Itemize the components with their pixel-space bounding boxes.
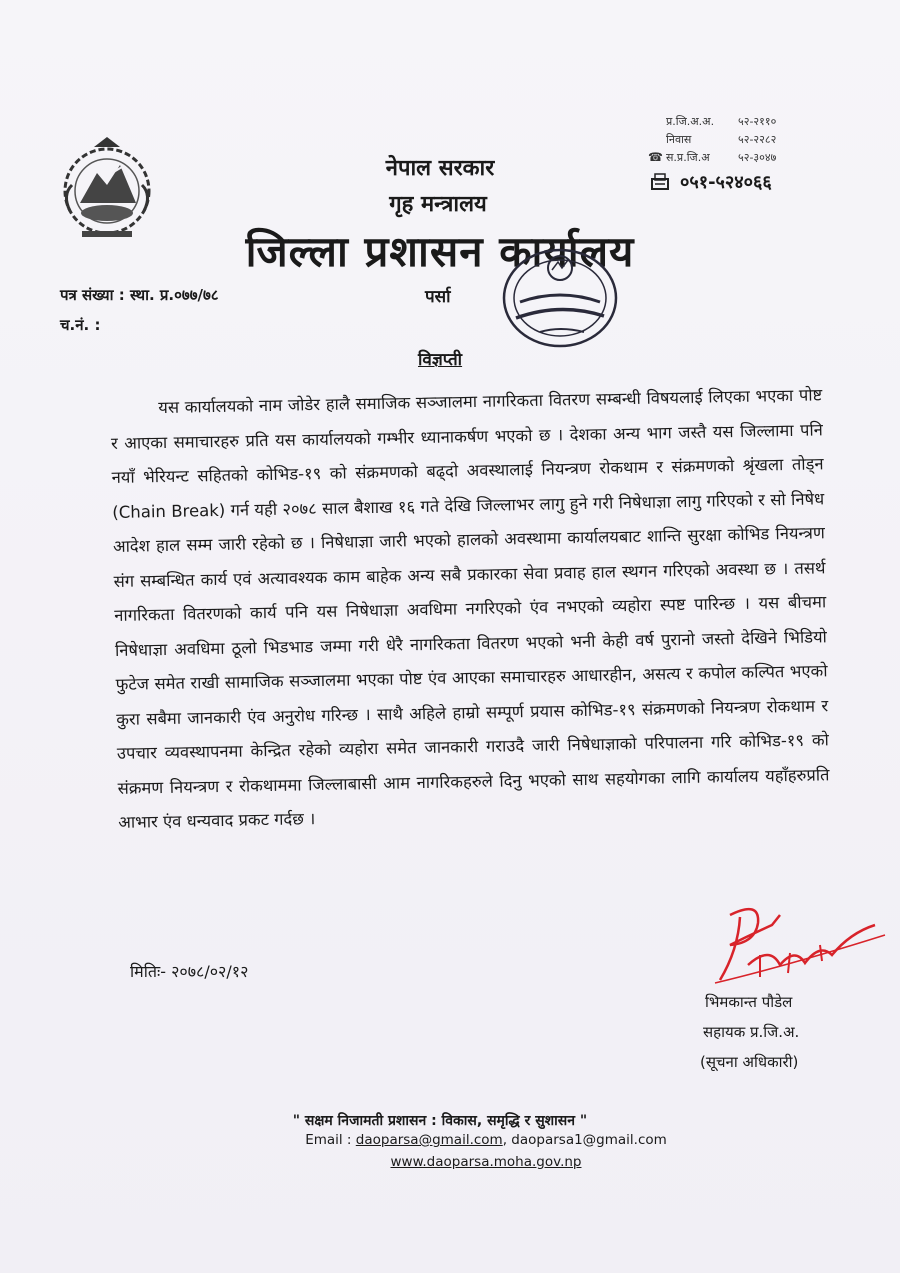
footer-slogan: " सक्षम निजामती प्रशासन : विकास, समृद्धि र सुशासन ": [292, 1113, 588, 1129]
notice-body: यस कार्यालयको नाम जोडेर हालै समाजिक सञ्जालमा नागरिकता वितरण सम्बन्धी विषयलाई लिएका भएका पोष्ट र आएका समाचारहरु प्रति यस कार्यालयको गम्भीर ध्यानाकर्षण भएको छ । देशका अन्य भाग जस्तै यस जिल्लामा पनि नयाँ भेरियन्ट सहितको कोभिड-१९ को संक्रमणको बढ्दो अवस्थालाई नियन्त्रण रोकथाम र संक्रमणको श्रृंखला तोड्न (Chain Break) गर्न यही २०७८ साल बैशाख १६ गते देखि जिल्लाभर लागु हुने गरी निषेधाज्ञा लागु गरिएको र सो निषेध आदेश हाल सम्म जारी रहेको छ । निषेधाज्ञा जारी भएको हालको अवस्थामा कार्यालयबाट शान्ति सुरक्षा कोभिड नियन्त्रण संग सम्बन्धित कार्य एवं अत्यावश्यक काम बाहेक अन्य सबै प्रकारका सेवा प्रवाह हाल स्थगन गरिएको अवस्था छ । तसर्थ नागरिकता वितरणको कार्य पनि यस निषेधाज्ञा अवधिमा नगरिएको एंव नभएको व्यहोरा स्पष्ट पारिन्छ । यस बीचमा निषेधाज्ञा अवधिमा ठूलो भिडभाड जम्मा गरी धेरै नागरिकता वितरण भएको भनी केही वर्ष पुरानो जस्तो देखिने भिडियो फुटेज समेत राखी सामाजिक सञ्जालमा भएका पोष्ट एंव आएका समाचारहरु आधारहीन, असत्य र कपोल कल्पित भएको कुरा सबैमा जानकारी एंव अनुरोध गरिन्छ । साथै अहिले हाम्रो सम्पूर्ण प्रयास कोभिड-१९ संक्रमणको नियन्त्रण रोकथाम र उपचार व्यवस्थापनमा केन्द्रित रहेको व्यहोरा समेत जानकारी गराउदै जारी निषेधाज्ञाको परिपालना गरि कोभिड-१९ को संक्रमण नियन्त्रण र रोकथाममा जिल्लाबासी आम नागरिकहरुले दिनु भएको साथ सहयोगका लागि कार्यालय यहाँहरुप्रति आभार एंव धन्यवाद प्रकट गर्दछ ।: [110, 385, 830, 832]
contact-label: निवास: [666, 132, 692, 146]
contact-row: [648, 148, 776, 166]
office-stamp-icon: [496, 240, 621, 350]
contact-row: [648, 130, 776, 148]
contact-value: ५२-३०४७: [738, 150, 777, 164]
contact-block: [648, 112, 776, 166]
signatory-name: भिमकान्त पौडेल: [705, 993, 793, 1011]
notice-date: मितिः- २०७८/०२/१२: [130, 962, 249, 981]
contact-value: ५२-२११०: [738, 114, 777, 128]
website-link[interactable]: www.daoparsa.moha.gov.np: [390, 1154, 582, 1170]
fax-number-row: [650, 170, 772, 194]
contact-label: प्र.जि.अ.अ.: [666, 114, 715, 128]
handwritten-signature-icon: [700, 895, 890, 990]
email-link-primary[interactable]: daoparsa@gmail.com: [355, 1132, 503, 1148]
signatory-role: (सूचना अधिकारी): [700, 1053, 799, 1071]
government-name: नेपाल सरकार: [385, 156, 495, 181]
contact-label: स.प्र.जि.अ: [666, 150, 710, 164]
notice-title: विज्ञप्ती: [418, 350, 463, 370]
fax-icon: [650, 173, 670, 191]
dispatch-number: च.नं. :: [60, 316, 101, 334]
office-location: पर्सा: [425, 287, 451, 307]
email-secondary: , daoparsa1@gmail.com: [502, 1132, 667, 1148]
reference-number: पत्र संख्या : स्था. प्र.०७७/७८: [60, 286, 219, 304]
signatory-title: सहायक प्र.जि.अ.: [703, 1023, 800, 1041]
fax-number: ०५१-५२४०६६: [680, 172, 772, 193]
contact-row: [648, 112, 776, 130]
footer-email: [36, 1132, 900, 1148]
office-name: जिल्ला प्रशासन कार्यालय: [245, 227, 635, 276]
ministry-name: गृह मन्त्रालय: [389, 192, 487, 217]
contact-value: ५२-२२८२: [738, 132, 777, 146]
telephone-icon: ☎: [648, 150, 663, 164]
email-label: Email :: [305, 1132, 356, 1148]
